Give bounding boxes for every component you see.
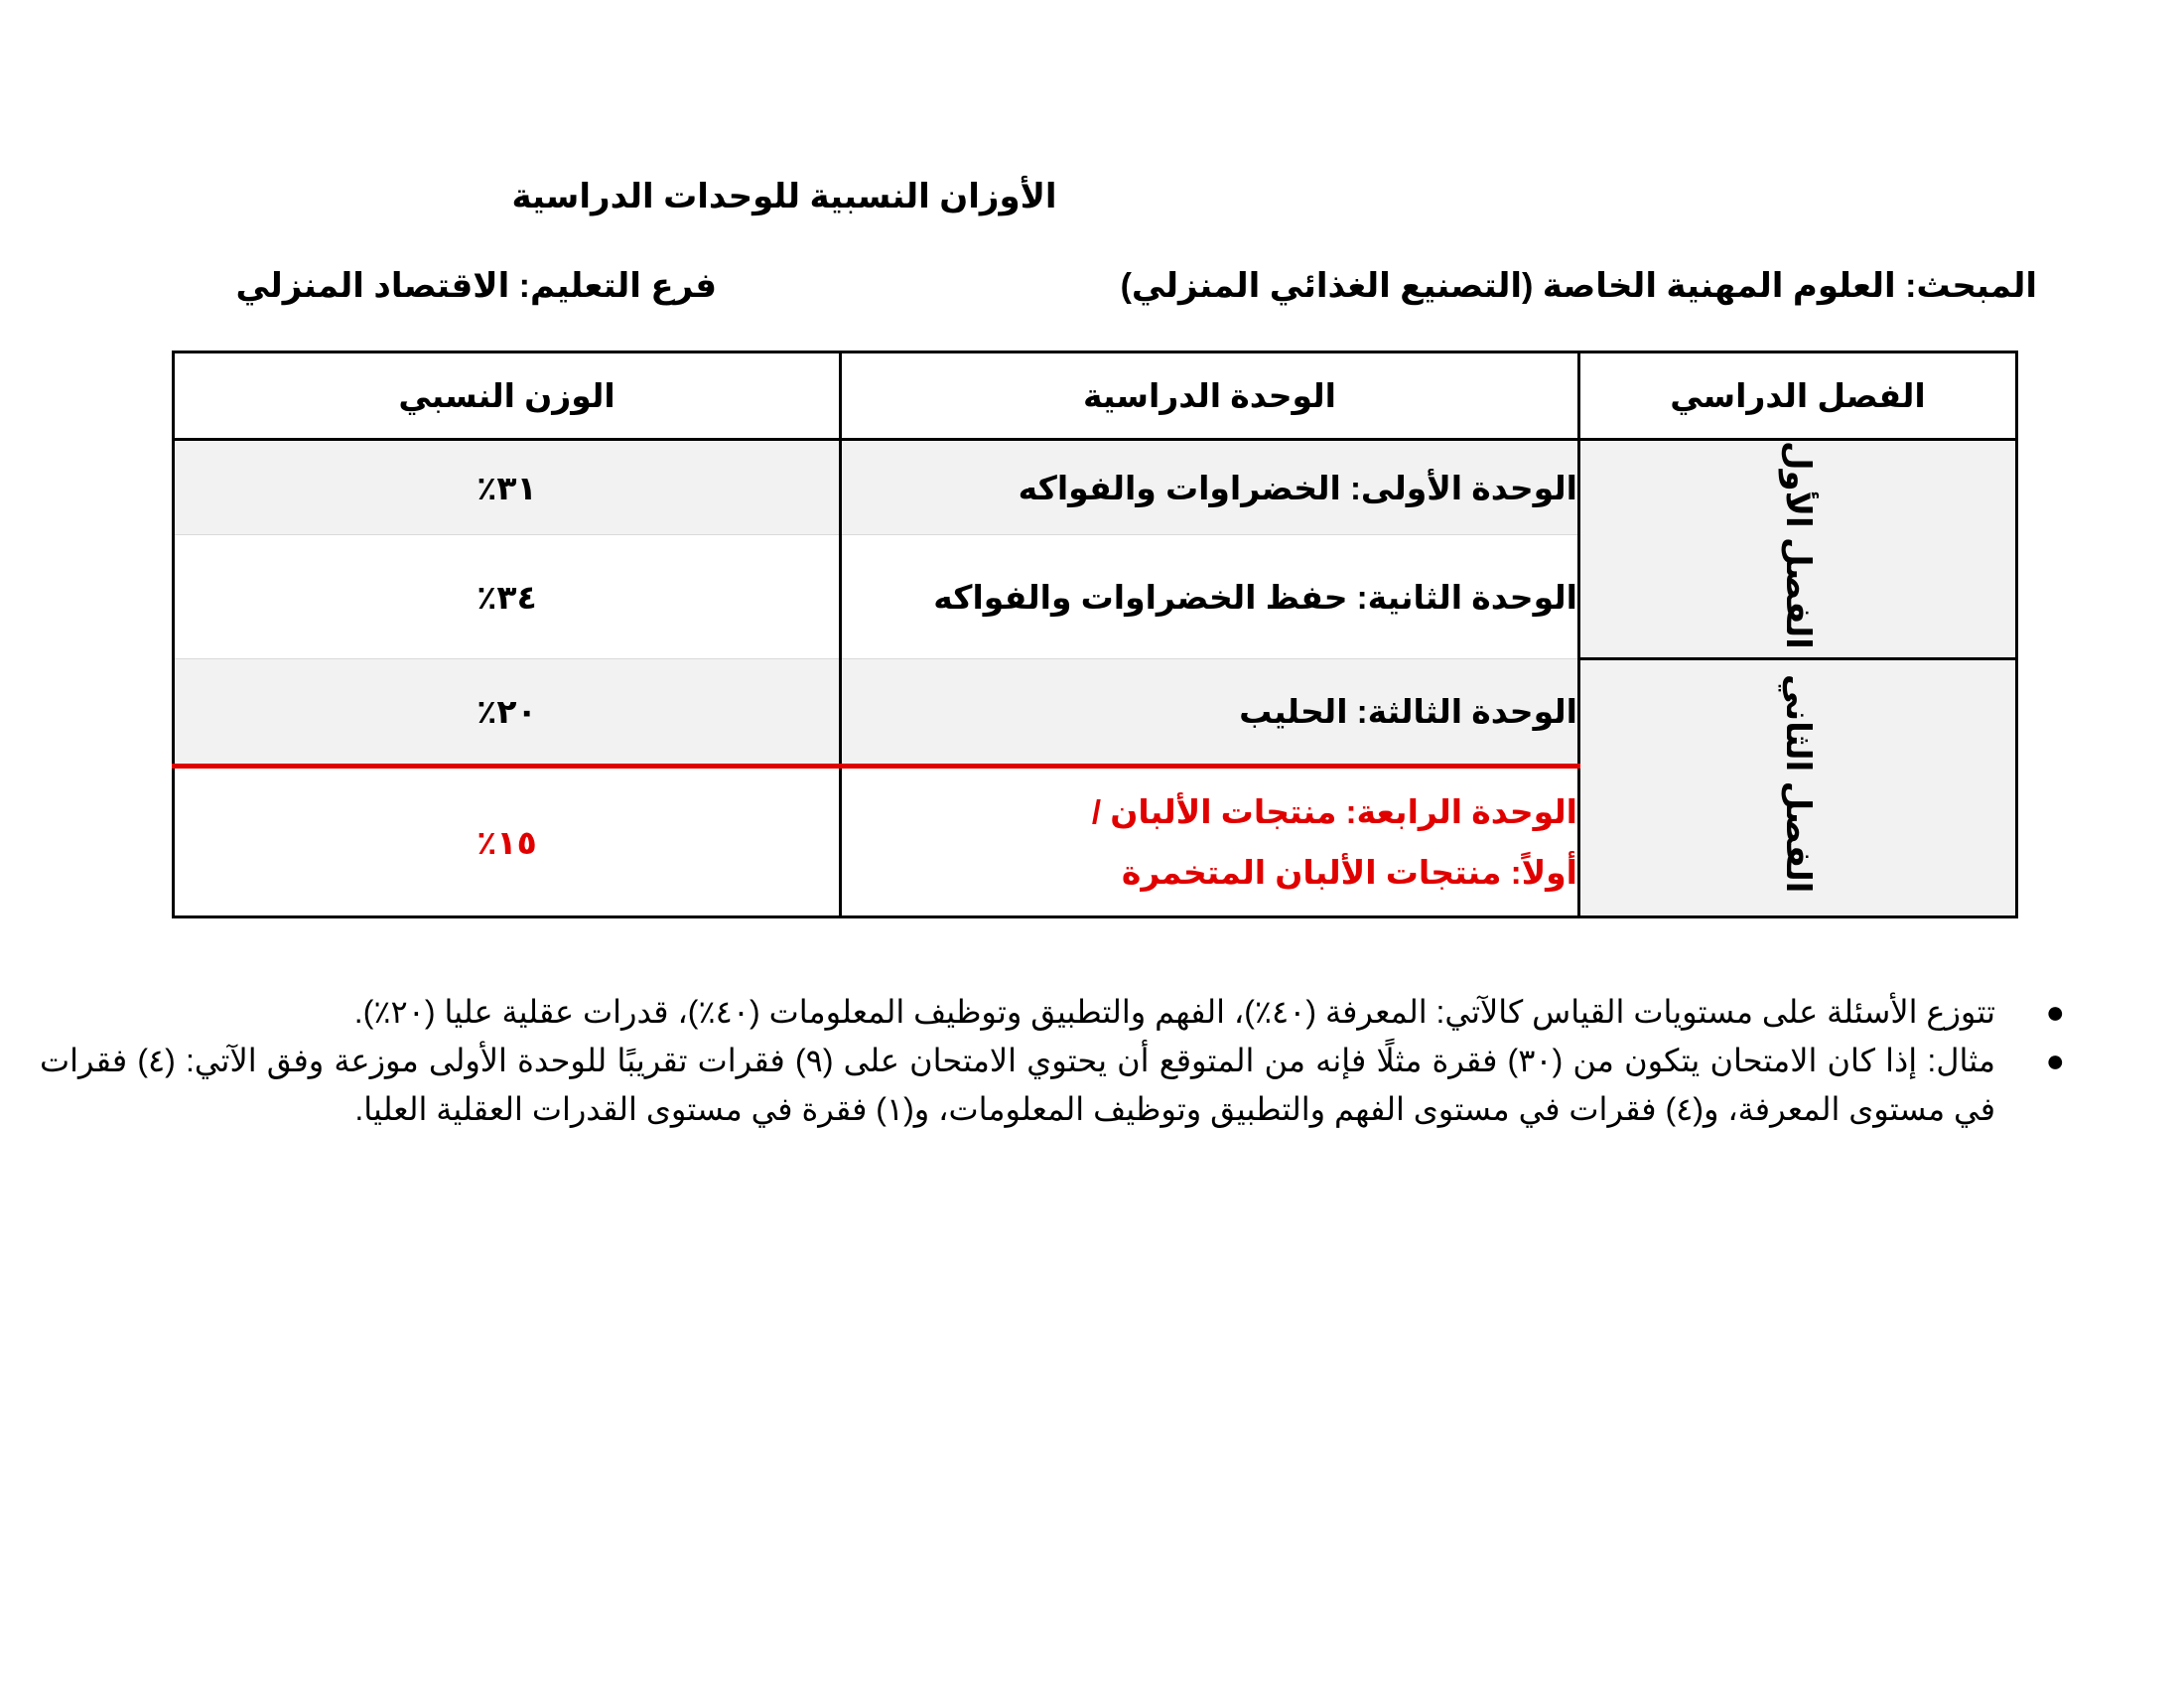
header-term: الفصل الدراسي	[1579, 352, 2017, 440]
list-item	[40, 1037, 2065, 1134]
table-header-row	[174, 352, 2017, 440]
list-item	[40, 988, 2065, 1037]
weight-cell: ٣١٪	[174, 440, 841, 535]
table-row	[174, 440, 2017, 535]
unit-cell: الوحدة الثالثة: الحليب	[841, 659, 1579, 767]
term-first-cell	[1579, 440, 2017, 659]
table-row	[174, 659, 2017, 767]
unit-line-2: أولاً: منتجات الألبان المتخمرة	[1121, 854, 1577, 891]
page-title: الأوزان النسبية للوحدات الدراسية	[511, 178, 1057, 215]
term-second-cell	[1579, 659, 2017, 917]
header-weight: الوزن النسبي	[174, 352, 841, 440]
unit-cell: الوحدة الأولى: الخضراوات والفواكه	[841, 440, 1579, 535]
weight-cell: ١٥٪	[174, 767, 841, 917]
note-text: تتوزع الأسئلة على مستويات القياس كالآتي: المعرفة (٤٠٪)، الفهم والتطبيق وتوظيف المعلومات (٤٠٪)، قدرات عقلية عليا (٢٠٪).	[353, 994, 1995, 1030]
header-unit: الوحدة الدراسية	[841, 352, 1579, 440]
subject-label: المبحث: العلوم المهنية الخاصة (التصنيع الغذائي المنزلي)	[1120, 267, 2037, 305]
unit-cell	[841, 767, 1579, 917]
note-text: مثال: إذا كان الامتحان يتكون من (٣٠) فقرة مثلًا فإنه من المتوقع أن يحتوي الامتحان على (٩) فقرات تقريبًا للوحدة الأولى موزعة وفق الآتي: (٤) فقرات في مستوى المعرفة، و(٤) فقرات في مستوى الفهم والتطبيق وتوظيف المعلومات، و(١) فقرة في مستوى القدرات العقلية العليا.	[40, 1043, 1996, 1127]
weight-cell: ٣٤٪	[174, 535, 841, 659]
weight-cell: ٢٠٪	[174, 659, 841, 767]
weights-table	[172, 351, 2018, 918]
unit-cell: الوحدة الثانية: حفظ الخضراوات والفواكه	[841, 535, 1579, 659]
unit-line-1: الوحدة الرابعة: منتجات الألبان /	[1091, 793, 1577, 830]
bullet-icon: ●	[2045, 994, 2065, 1030]
term-first-label: الفصل الأول	[1779, 441, 1818, 649]
branch-label: فرع التعليم: الاقتصاد المنزلي	[235, 267, 717, 305]
bullet-icon: ●	[2045, 1043, 2065, 1078]
notes-list	[40, 988, 2065, 1134]
term-second-label: الفصل الثاني	[1779, 674, 1818, 894]
